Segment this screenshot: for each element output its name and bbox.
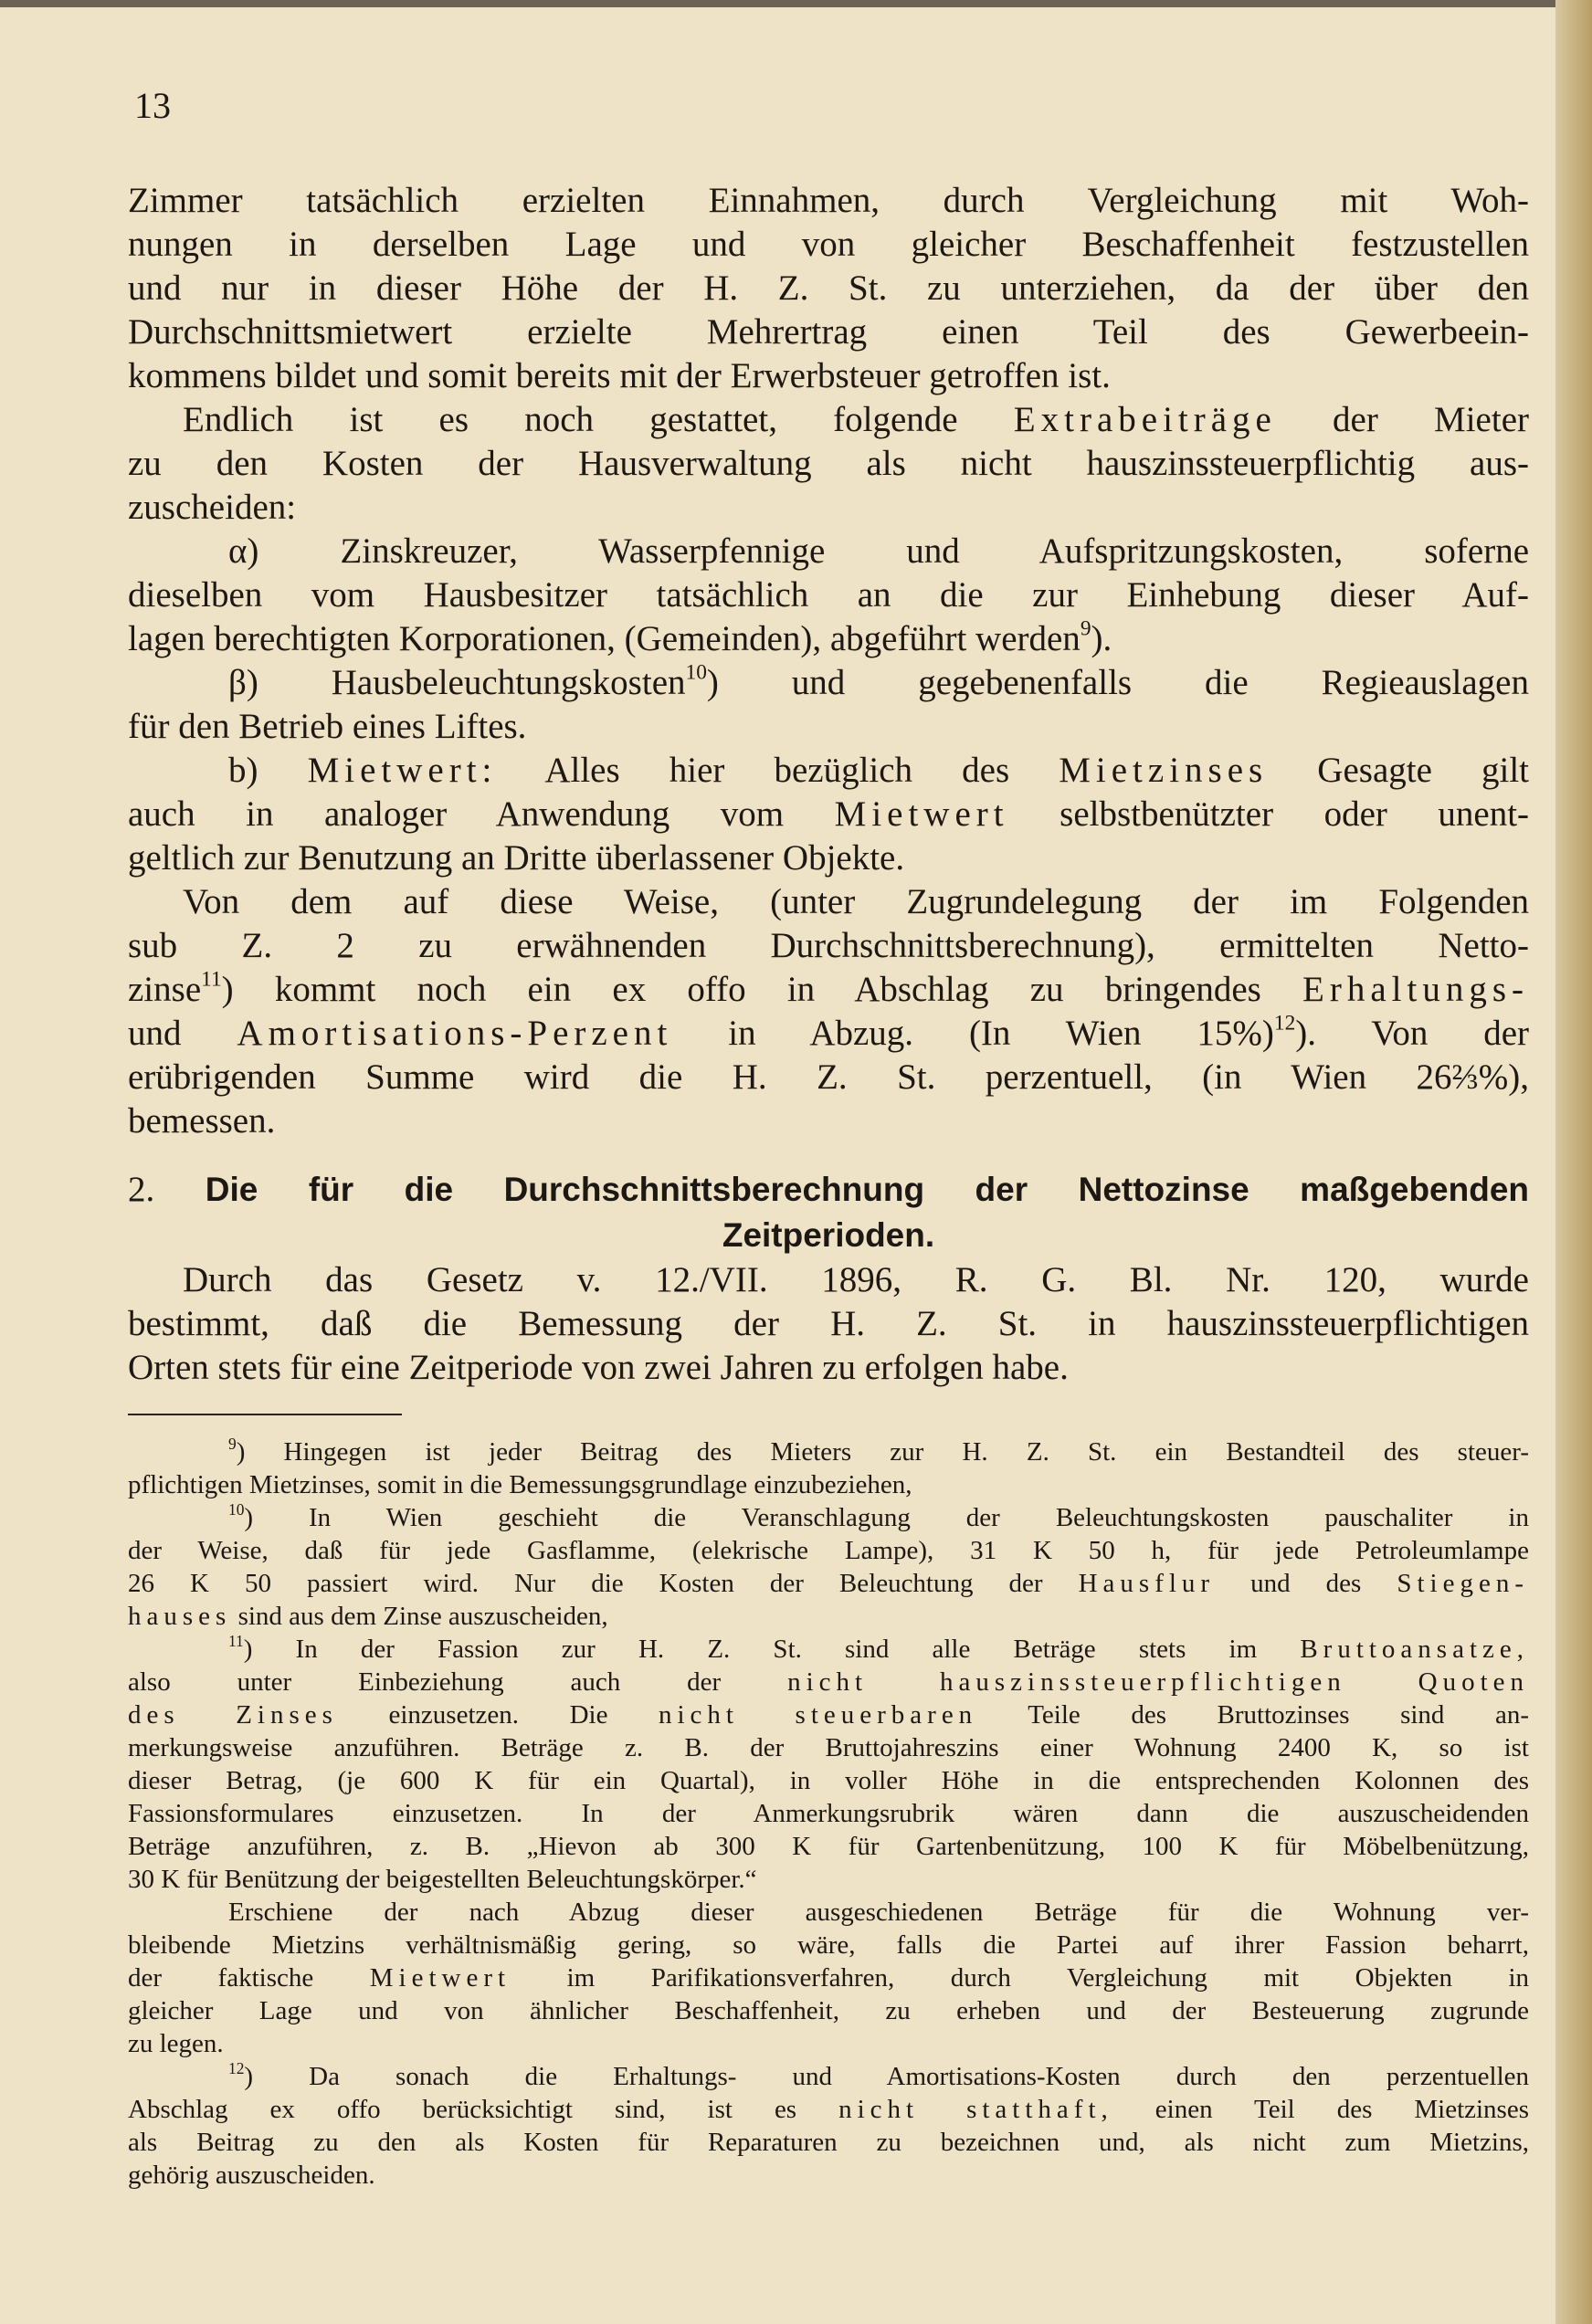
footnote-divider	[128, 1414, 402, 1415]
footnote-line: $^{10}$) In Wien geschieht die Veranschlagung der Beleuchtungskosten pauschaliter in	[228, 1499, 1529, 1532]
footnote-line: dieser Betrag, (je 600 K für ein Quartal), in voller Höhe in die entsprechenden Kolonnen des	[128, 1766, 1529, 1795]
text-line: Orten stets für eine Zeitperiode von zwei Jahren zu erfolgen habe.	[128, 1348, 1069, 1387]
footnote-line: zu legen.	[128, 2029, 224, 2058]
text-line: und nur in dieser Höhe der H. Z. St. zu unterziehen, da der über den	[128, 268, 1529, 308]
text-line: Endlich ist es noch gestattet, folgende Extrabeiträge der Mieter	[183, 400, 1529, 439]
footnote-line: $^{11}$) In der Fassion zur H. Z. St. sind alle Beträge stets im Bruttoansatze,	[228, 1631, 1530, 1664]
text-line: bemessen.	[128, 1101, 276, 1141]
text-line: lagen berechtigten Korporationen, (Gemeinden), abgeführt werden$^9$).	[128, 616, 1112, 658]
text-line: α) Zinskreuzer, Wasserpfennige und Aufspritzungskosten, soferne	[228, 531, 1529, 571]
footnote-ref: 11	[201, 967, 222, 992]
text-line: zu den Kosten der Hausverwaltung als nicht hauszinssteuerpflichtig aus-	[128, 444, 1529, 483]
footnote-line: $^{12}$) Da sonach die Erhaltungs- und Amortisations-Kosten durch den perzentuellen	[228, 2058, 1529, 2091]
text-line: bestimmt, daß die Bemessung der H. Z. St. in hauszinssteuerpflichtigen	[128, 1304, 1529, 1343]
footnote-line: also unter Einbeziehung auch der nicht hauszinssteuerpflichtigen Quoten	[128, 1667, 1530, 1697]
text-line: Zimmer tatsächlich erzielten Einnahmen, durch Vergleichung mit Woh-	[128, 181, 1529, 220]
text-line: dieselben vom Hausbesitzer tatsächlich an die zur Einhebung dieser Auf-	[128, 575, 1529, 615]
text-line: zuscheiden:	[128, 488, 297, 527]
text-line: auch in analoger Anwendung vom Mietwert selbstbenützter oder unent-	[128, 794, 1530, 834]
footnote-line: Fassionsformulares einzusetzen. In der Anmerkungsrubrik wären dann die auszuscheidenden	[128, 1799, 1529, 1828]
text-line: Durch das Gesetz v. 12./VII. 1896, R. G. Bl. Nr. 120, wurde	[183, 1260, 1529, 1299]
section-heading: 2. Die für die Durchschnittsberechnung der Nettozinse maßgebenden	[128, 1170, 1529, 1209]
text-line: und Amortisations-Perzent in Abzug. (In Wien 15%)$^{12}$). Von der	[128, 1011, 1530, 1053]
text-line: b) Mietwert: Alles hier bezüglich des Mietzinses Gesagte gilt	[228, 751, 1529, 790]
text-line: erübrigenden Summe wird die H. Z. St. perzentuell, (in Wien 26⅔%),	[128, 1057, 1529, 1097]
text-line: geltlich zur Benutzung an Dritte überlassener Objekte.	[128, 838, 905, 878]
footnote-line: als Beitrag zu den als Kosten für Reparaturen zu bezeichnen und, als nicht zum Mietzins,	[128, 2128, 1529, 2157]
footnote-line: bleibende Mietzins verhältnismäßig gering, so wäre, falls die Partei auf ihrer Fassion beharrt,	[128, 1930, 1529, 1960]
text-line: für den Betrieb eines Liftes.	[128, 707, 527, 746]
footnote-line: pflichtigen Mietzinses, somit in die Bemessungsgrundlage einzubeziehen,	[128, 1470, 912, 1499]
section-heading: Zeitperioden.	[722, 1216, 935, 1254]
page-number: 13	[134, 85, 171, 126]
footnote-line: $^9$) Hingegen ist jeder Beitrag des Mieters zur H. Z. St. ein Bestandteil des steuer-	[228, 1434, 1529, 1467]
top-rule	[0, 0, 1555, 7]
text-line: sub Z. 2 zu erwähnenden Durchschnittsberechnung), ermittelten Netto-	[128, 926, 1529, 965]
text-line: kommens bildet und somit bereits mit der Erwerbsteuer getroffen ist.	[128, 356, 1111, 395]
footnote-line: Beträge anzuführen, z. B. „Hievon ab 300 K für Gartenbenützung, 100 K für Möbelbenützung,	[128, 1832, 1529, 1861]
footnote-line: hauses sind aus dem Zinse auszuscheiden,	[128, 1602, 608, 1631]
text-line: Durchschnittsmietwert erzielte Mehrertrag einen Teil des Gewerbeein-	[128, 312, 1529, 352]
footnote-line: Abschlag ex offo berücksichtigt sind, ist es nicht statthaft, einen Teil des Mietzinses	[128, 2095, 1530, 2124]
footnote-line: 30 K für Benützung der beigestellten Beleuchtungskörper.“	[128, 1865, 757, 1894]
footnote-line: der faktische Mietwert im Parifikationsverfahren, durch Vergleichung mit Objekten in	[128, 1963, 1530, 1993]
footnote-ref: 10	[685, 660, 707, 685]
footnote-line: gehörig auszuscheiden.	[128, 2161, 375, 2190]
footnote-ref: 12	[1273, 1011, 1296, 1036]
text-line: β) Hausbeleuchtungskosten$^{10}$) und gegebenenfalls die Regieauslagen	[228, 660, 1529, 702]
main-text	[128, 179, 1529, 2192]
footnote-line: merkungsweise anzuführen. Beträge z. B. der Bruttojahreszins einer Wohnung 2400 K, so ist	[128, 1733, 1529, 1762]
text-line: nungen in derselben Lage und von gleicher Beschaffenheit festzustellen	[128, 225, 1529, 264]
footnote-line: gleicher Lage und von ähnlicher Beschaffenheit, zu erheben und der Besteuerung zugrunde	[128, 1996, 1529, 2025]
footnote-line: der Weise, daß für jede Gasflamme, (elekrische Lampe), 31 K 50 h, für jede Petroleumlampe	[128, 1536, 1529, 1565]
footnote-line: des Zinses einzusetzen. Die nicht steuerbaren Teile des Bruttozinses sind an-	[128, 1700, 1529, 1730]
text-line: zinse$^{11}$) kommt noch ein ex offo in Abschlag zu bringendes Erhaltungs-	[128, 967, 1529, 1009]
page-edge	[1555, 0, 1592, 2324]
footnote-line: 26 K 50 passiert wird. Nur die Kosten der Beleuchtung der Hausflur und des Stiegen-	[128, 1569, 1529, 1598]
text-line: Von dem auf diese Weise, (unter Zugrundelegung der im Folgenden	[183, 882, 1529, 921]
footnote-line: Erschiene der nach Abzug dieser ausgeschiedenen Beträge für die Wohnung ver-	[228, 1898, 1529, 1927]
footnote-ref: 9	[1080, 616, 1091, 641]
